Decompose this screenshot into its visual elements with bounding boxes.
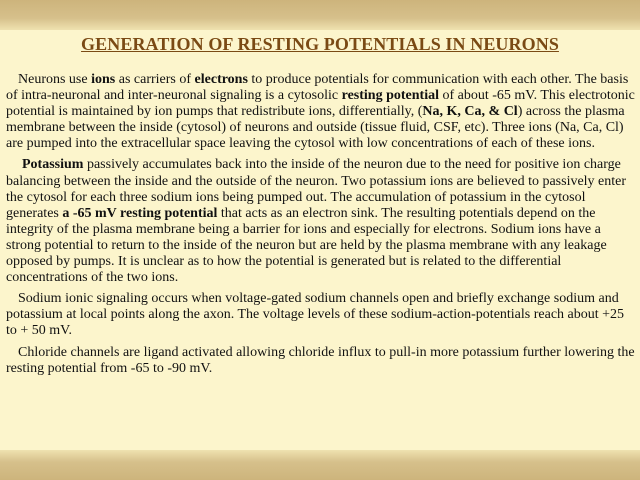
bold-potassium: Potassium (22, 157, 84, 173)
slide-title: GENERATION OF RESTING POTENTIALS IN NEURONS (81, 34, 559, 54)
paragraph-chloride: Chloride channels are ligand activated allowing chloride influx to pull-in more potassium further lowering the resting potential from -65 to -90 mV. (6, 344, 635, 376)
paragraph-potassium: Potassium passively accumulates back into the inside of the neuron due to the need for positive ion charge balancing between the inside and the outside of the neuron. Two potassium ions are believed to passively enter the cytosol for each three sodium ions being pumped out. The accumulation of potassium in the cytosol generates a -65 mV resting potential that acts as an electron sink. The resulting potentials depend on the integrity of the plasma membrane being a barrier for ions and especially for electrons. Sodium ions have a strong potential to return to the inside of the neuron but are held by the plasma membrane with any leakage opposed by pumps. It is unclear as to how the potential is generated but is related to the differential concentrations of the two ions. (6, 157, 627, 286)
bold-resting-potential: resting potential (341, 88, 439, 104)
bold-ions: ions (91, 72, 116, 87)
bold-ion-list: Na, K, Ca, & Cl (422, 104, 518, 120)
top-decorative-band (0, 0, 640, 30)
slide (0, 30, 640, 450)
bold-electrons: electrons (194, 72, 248, 87)
slide-body (6, 72, 636, 382)
bottom-decorative-band (0, 450, 640, 480)
bold-resting-potential-value: a -65 mV resting potential (62, 205, 218, 221)
paragraph-ions: Neurons use ions as carriers of electrons to produce potentials for communication with each other. The basis of intra-neuronal and inter-neuronal signaling is a cytosolic resting potential of about -65 mV. This electrotonic potential is maintained by ion pumps that redistribute ions, differentially, (Na, K, Ca, & Cl) across the plasma membrane between the inside (cytosol) of neurons and outside (tissue fluid, CSF, etc). Three ions (Na, Ca, Cl) are pumped into the extracellular space leaving the cytosol with low concentrations of each of these ions. (6, 72, 635, 152)
paragraph-sodium: Sodium ionic signaling occurs when voltage-gated sodium channels open and briefly exchange sodium and potassium at local points along the axon. The voltage levels of these sodium-action-potentials reach about +25 to + 50 mV. (6, 291, 625, 339)
